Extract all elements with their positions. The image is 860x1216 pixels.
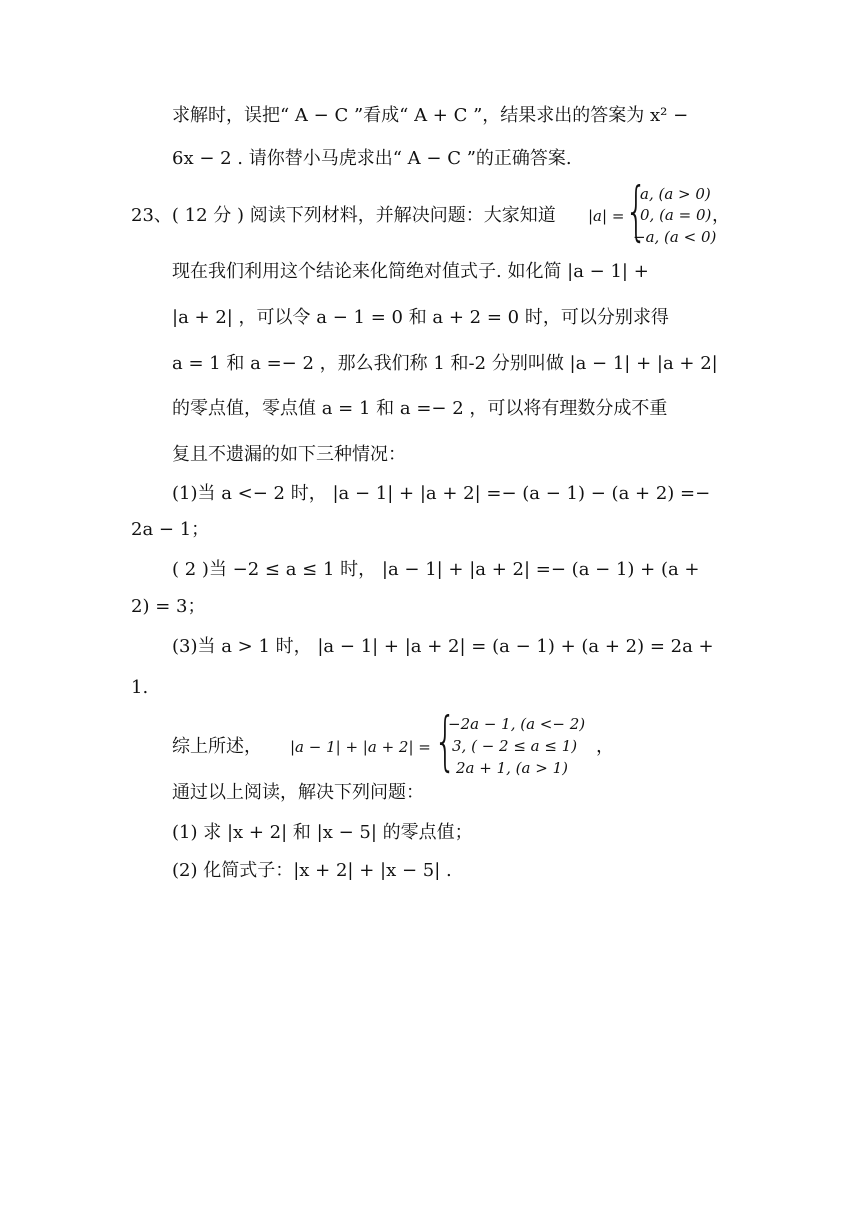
question-23-heading: 23、( 12 分 ) 阅读下列材料，并解决问题：大家知道 (131, 205, 556, 226)
text-line: 6x − 2 . 请你替小马虎求出“ A − C ”的正确答案. (172, 148, 572, 169)
summary-lhs: |a − 1| + |a + 2| = (290, 738, 431, 756)
text-line: 求解时，误把“ A − C ”看成“ A + C ”，结果求出的答案为 x² − (172, 105, 689, 126)
case-line: −a, (a < 0) (633, 228, 717, 246)
punctuation: ， (596, 736, 614, 757)
punctuation: ， (712, 205, 730, 226)
left-brace: { (434, 705, 457, 779)
sub-question-1: (1) 求 |x + 2| 和 |x − 5| 的零点值； (172, 822, 473, 843)
text-line: a = 1 和 a =− 2 ，那么我们称 1 和-2 分别叫做 |a − 1| + |a + 2| (172, 353, 718, 374)
case-line: −2a − 1, (a <− 2) (448, 715, 586, 733)
case-line: a, (a > 0) (640, 185, 711, 203)
case-2-line: ( 2 )当 −2 ≤ a ≤ 1 时， |a − 1| + |a + 2| =− (a − 1) + (a + (172, 559, 700, 580)
case-1-line: (1)当 a <− 2 时， |a − 1| + |a + 2| =− (a − 1) − (a + 2) =− (172, 483, 711, 504)
summary-label: 综上所述， (172, 736, 262, 757)
sub-question-2: (2) 化简式子：|x + 2| + |x − 5| . (172, 860, 452, 881)
text-line: 现在我们利用这个结论来化简绝对值式子. 如化简 |a − 1| + (172, 261, 649, 282)
case-3-line: 1. (131, 677, 149, 698)
case-line: 0, (a = 0) (640, 206, 712, 224)
abs-value-a: |a| = (588, 207, 625, 225)
case-2-line: 2) = 3； (131, 596, 206, 617)
text-line: |a + 2| ，可以令 a − 1 = 0 和 a + 2 = 0 时，可以分别求得 (172, 307, 669, 328)
case-3-line: (3)当 a > 1 时， |a − 1| + |a + 2| = (a − 1) + (a + 2) = 2a + (172, 636, 714, 657)
text-line: 通过以上阅读，解决下列问题： (172, 782, 424, 803)
text-line: 的零点值，零点值 a = 1 和 a =− 2 ，可以将有理数分成不重 (172, 398, 668, 419)
case-line: 2a + 1, (a > 1) (456, 759, 568, 777)
case-1-line: 2a − 1； (131, 519, 210, 540)
left-brace: { (625, 175, 648, 249)
text-line: 复且不遗漏的如下三种情况： (172, 444, 406, 465)
case-line: 3, ( − 2 ≤ a ≤ 1) (452, 737, 578, 755)
